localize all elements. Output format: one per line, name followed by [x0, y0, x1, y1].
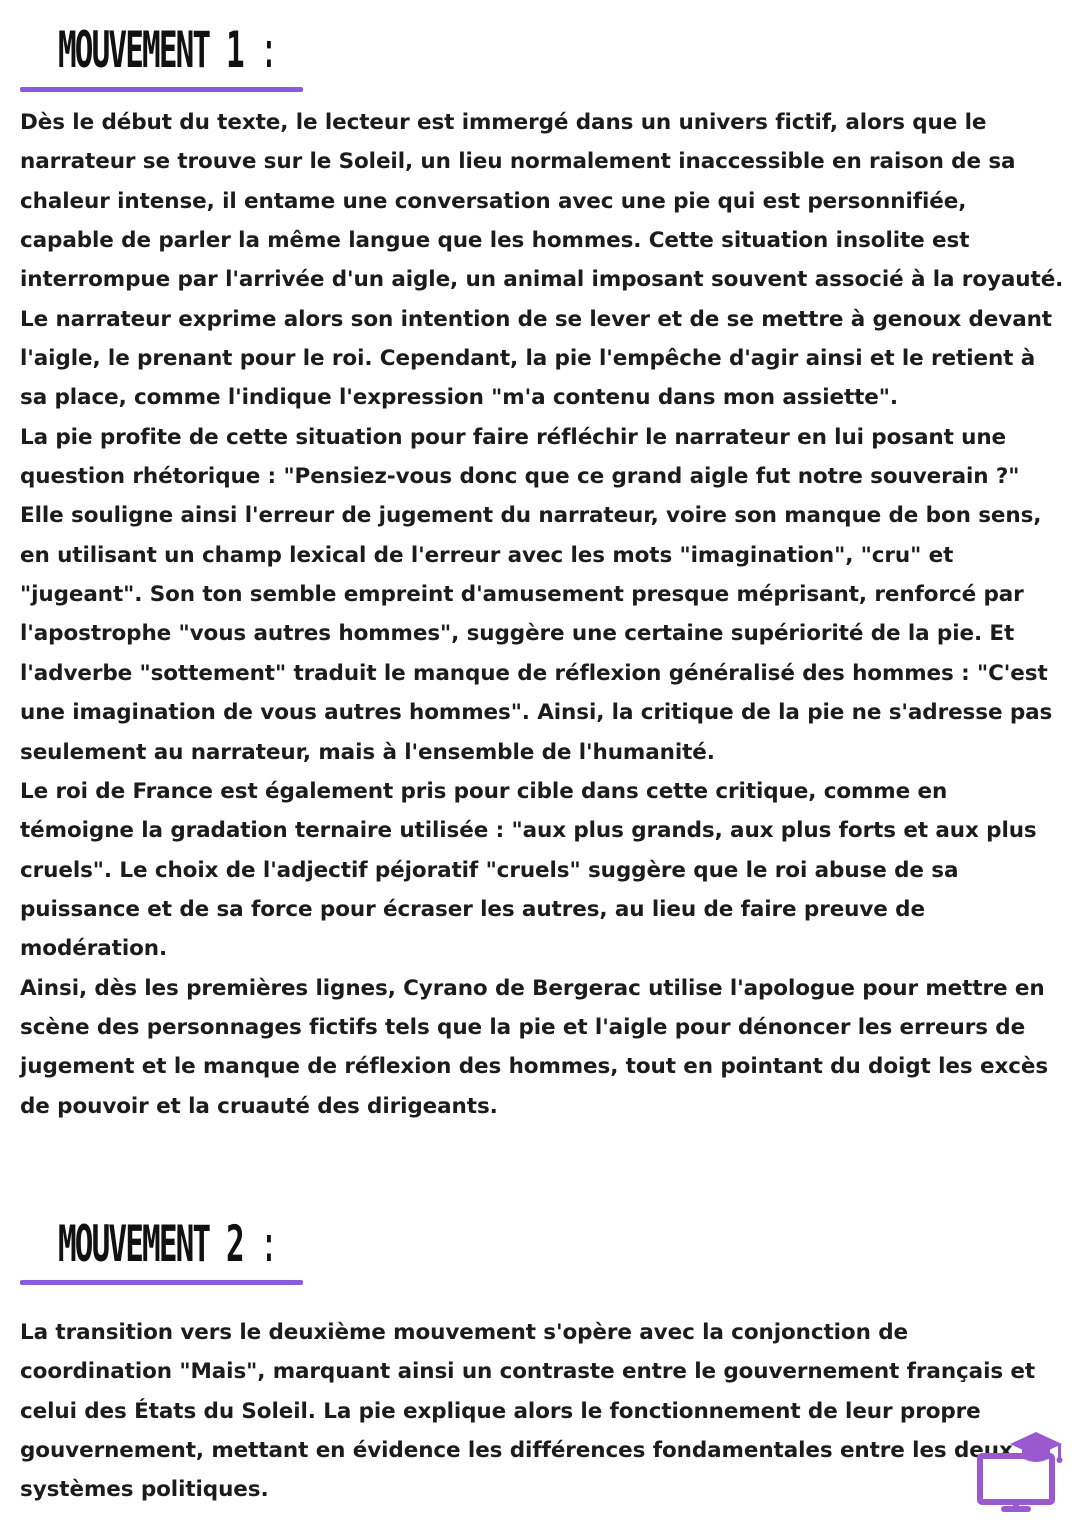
section-heading-2-colon: : [259, 1215, 279, 1273]
section-1-paragraph-4: Ainsi, dès les premières lignes, Cyrano de Bergerac utilise l'apologue pour mettre en scène des personnages fictifs tels que la pie et l'aigle pour dénoncer les erreurs de jugement et le manque de réflexion des hommes, tout en pointant du doigt les excès de pouvoir et la cruauté des dirigeants. [20, 975, 1049, 1119]
section-heading-1 [58, 22, 278, 78]
section-heading-2 [58, 1216, 278, 1272]
section-1-body [20, 103, 1064, 1126]
section-1-paragraph-2: La pie profite de cette situation pour faire réfléchir le narrateur en lui posant une question rhétorique : "Pensiez-vous donc que ce grand aigle fut notre souverain ?" Elle souligne ainsi l'erreur de jugement du narrateur, voire son manque de bon sens, en utilisant un champ lexical de l'erreur avec les mots "imagination", "cru" et "jugeant". Son ton semble empreint d'amusement presque méprisant, renforcé par l'apostrophe "vous autres hommes", suggère une certaine supériorité de la pie. Et l'adverbe "sottement" traduit le manque de réflexion généralisé des hommes : "C'est une imagination de vous autres hommes". Ainsi, la critique de la pie ne s'adresse pas seulement au narrateur, mais à l'ensemble de l'humanité. [20, 424, 1053, 765]
heading-1-underline [20, 87, 303, 92]
graduation-cap-monitor-icon [970, 1428, 1070, 1512]
section-1-paragraph-1: Dès le début du texte, le lecteur est immergé dans un univers fictif, alors que le narrateur se trouve sur le Soleil, un lieu normalement inaccessible en raison de sa chaleur intense, il entame une conversation avec une pie qui est personnifiée, capable de parler la même langue que les hommes. Cette situation insolite est interrompue par l'arrivée d'un aigle, un animal imposant souvent associé à la royauté. Le narrateur exprime alors son intention de se lever et de se mettre à genoux devant l'aigle, le prenant pour le roi. Cependant, la pie l'empêche d'agir ainsi et le retient à sa place, comme l'indique l'expression "m'a contenu dans mon assiette". [20, 110, 1064, 411]
section-heading-1-title: MOUVEMENT 1 [58, 21, 243, 79]
section-heading-2-title: MOUVEMENT 2 [58, 1215, 243, 1273]
section-1-paragraph-3: Le roi de France est également pris pour cible dans cette critique, comme en témoigne la gradation ternaire utilisée : "aux plus grands, aux plus forts et aux plus cruels". Le choix de l'adjectif péjoratif "cruels" suggère que le roi abuse de sa puissance et de sa force pour écraser les autres, au lieu de faire preuve de modération. [20, 778, 1037, 962]
section-2-body [20, 1313, 1064, 1510]
section-2-paragraph-1: La transition vers le deuxième mouvement s'opère avec la conjonction de coordination "Mais", marquant ainsi un contraste entre le gouvernement français et celui des États du Soleil. La pie explique alors le fonctionnement de leur propre gouvernement, mettant en évidence les différences fondamentales entre les deux systèmes politiques. [20, 1320, 1036, 1503]
section-heading-1-colon: : [259, 21, 279, 79]
heading-2-underline [20, 1280, 303, 1285]
